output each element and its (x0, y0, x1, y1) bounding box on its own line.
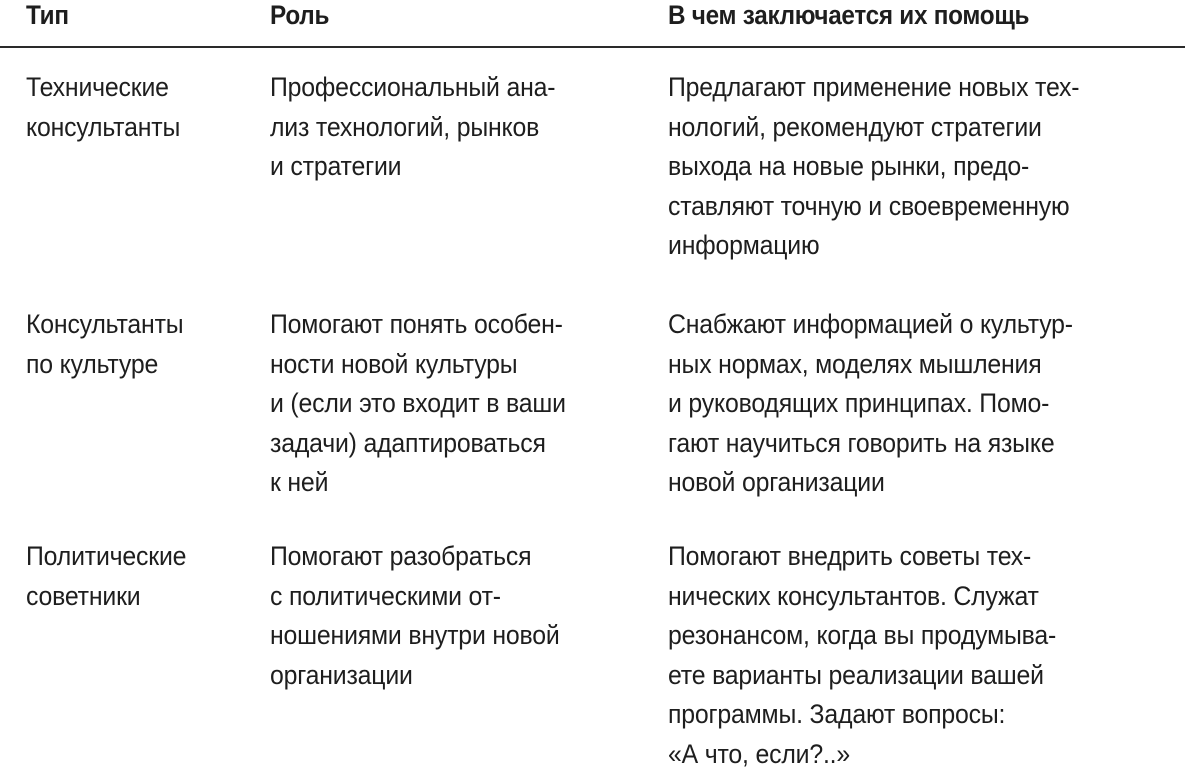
cell-role: Помогают понять особен- ности новой культуры и (если это входит в ваши задачи) адаптироваться к ней (270, 309, 566, 497)
cell-role: Профессиональный ана- лиз технологий, рынков и стратегии (270, 72, 556, 181)
cell-role: Помогают разобраться с политическими от- ношениями внутри новой организации (270, 541, 560, 690)
header-role: Роль (270, 0, 330, 30)
cell-help: Предлагают применение новых тех- нологий, рекомендуют стратегии выхода на новые рынки, предо- ставляют точную и своевременную информацию (668, 72, 1080, 260)
table-header (0, 0, 1185, 48)
cell-help: Помогают внедрить советы тех- нических консультантов. Служат резонансом, когда вы продумыва- ете варианты реализации вашей программы. Задают вопросы: «А что, если?..» (668, 541, 1057, 769)
cell-type: Технические консультанты (26, 72, 181, 142)
header-type: Тип (26, 0, 69, 30)
cell-type: Консультанты по культуре (26, 309, 184, 379)
header-help: В чем заключается их помощь (668, 0, 1030, 30)
cell-help: Снабжают информацией о культур- ных нормах, моделях мышления и руководящих принципах. Помо- гают научиться говорить на языке новой организации (668, 309, 1073, 497)
cell-type: Политические советники (26, 541, 187, 611)
